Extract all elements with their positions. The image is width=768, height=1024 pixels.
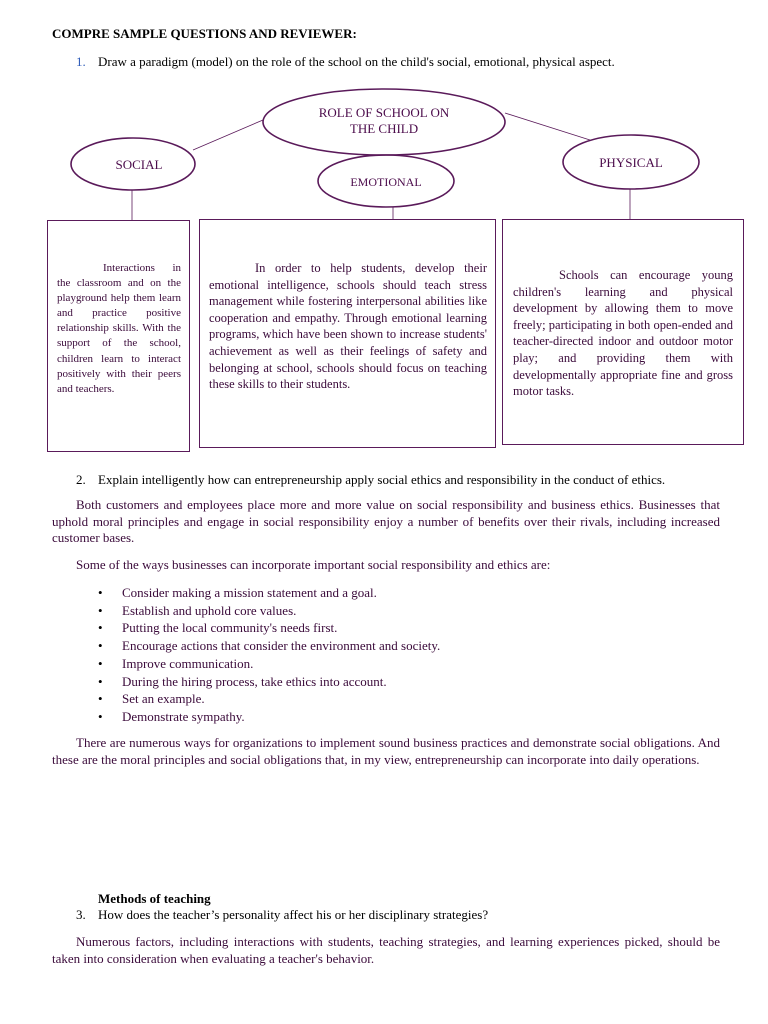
connector-center-physical <box>505 113 590 140</box>
connector-center-social <box>193 120 263 150</box>
methods-heading: Methods of teaching <box>98 891 211 906</box>
ways-bullet-list <box>98 584 440 726</box>
emotional-node: EMOTIONAL <box>350 175 422 189</box>
question-1-text: Draw a paradigm (model) on the role of the school on the child's social, emotional, physical aspect. <box>98 54 615 69</box>
paragraph-teacher-behavior: Numerous factors, including interactions with students, teaching strategies, and learning experiences picked, should be taken into consideration when evaluating a teacher's behavior. <box>52 934 720 966</box>
question-2 <box>76 472 665 488</box>
question-1 <box>76 54 615 70</box>
list-item: • Putting the local community's needs first. <box>98 619 440 637</box>
question-2-number: 2. <box>76 472 86 487</box>
paragraph-conclusion: There are numerous ways for organizations to implement sound business practices and demonstrate social obligations. And these are the moral principles and social obligations that, in my view, entrepreneurship can incorporate into daily operations. <box>52 735 720 767</box>
question-3-text: How does the teacher’s personality affect his or her disciplinary strategies? <box>98 907 489 922</box>
question-3-number: 3. <box>76 907 86 922</box>
paragraph-ways-intro: Some of the ways businesses can incorporate important social responsibility and ethics are: <box>76 557 551 572</box>
paragraph-benefits: Both customers and employees place more and more value on social responsibility and business ethics. Businesses that uphold moral principles and engage in social responsibility enjoy a number of benefits over their rivals, including increased customer bases. <box>52 497 720 545</box>
physical-node: PHYSICAL <box>599 155 663 170</box>
list-item: • Encourage actions that consider the environment and society. <box>98 637 440 655</box>
emotional-box-text: In order to help students, develop their emotional intelligence, schools should teach stress management while fostering interpersonal abilities like cooperation and empathy. Through emotional learning programs, which have been shown to increase students' achievement as well as their feelings of safety and belonging at school, schools should focus on teaching these skills to their students. <box>209 261 487 392</box>
center-node <box>288 105 480 137</box>
physical-box-text: Schools can encourage young children's learning and physical development by allowing them to move freely; participating in both open-ended and teacher-directed indoor and outdoor motor play; and providing them with developmentally appropriate fine and gross motor tasks. <box>513 268 733 399</box>
question-1-number: 1. <box>76 54 86 69</box>
list-item: • Demonstrate sympathy. <box>98 708 440 726</box>
list-item: • Set an example. <box>98 690 440 708</box>
center-node-line1: ROLE OF SCHOOL ON <box>318 105 450 120</box>
social-node: SOCIAL <box>115 157 163 172</box>
list-item: • Consider making a mission statement and a goal. <box>98 584 440 602</box>
list-item: • Improve communication. <box>98 655 440 673</box>
question-2-text: Explain intelligently how can entrepreneurship apply social ethics and responsibility in the conduct of ethics. <box>98 472 666 487</box>
list-item: • Establish and uphold core values. <box>98 602 440 620</box>
document-heading: COMPRE SAMPLE QUESTIONS AND REVIEWER: <box>52 26 357 41</box>
list-item: • During the hiring process, take ethics into account. <box>98 673 440 691</box>
center-node-line2: THE CHILD <box>349 121 419 136</box>
social-box-text: Interactions in the classroom and on the playground help them learn and practice positive relationship skills. With the support of the school, children learn to interact positively with their peers and teachers. <box>57 262 181 395</box>
question-3 <box>76 907 488 923</box>
